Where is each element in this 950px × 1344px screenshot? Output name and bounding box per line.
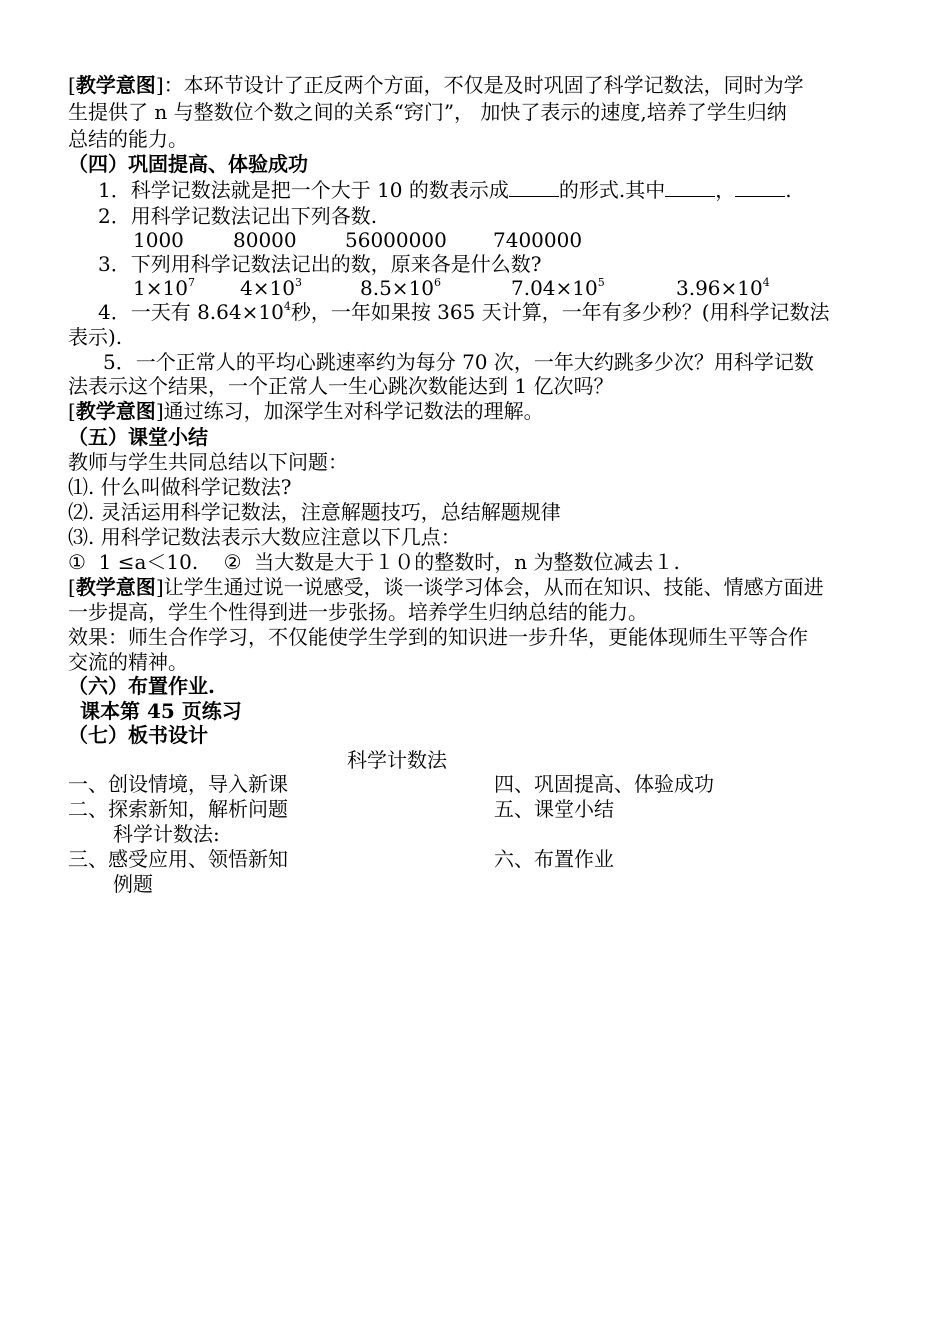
question-5-cont: 法表示这个结果，一个正常人一生心跳次数能达到 1 亿次吗？ <box>68 374 614 398</box>
intent-paragraph-line: 总结的能力。 <box>68 127 188 151</box>
bracket: ] <box>155 73 164 97</box>
intent-label: 教学意图 <box>75 575 156 599</box>
intent-paragraph-line <box>68 72 804 98</box>
number-item: 7400000 <box>493 228 583 252</box>
intent-label: 教学意图 <box>75 399 156 423</box>
intent-paragraph-line: 生提供了 n 与整数位个数之间的关系“窍门”， 加快了表示的速度,培养了学生归纳 <box>68 100 787 124</box>
sci-number: $8.5\times 10^6$ <box>360 276 442 300</box>
number-item: 80000 <box>233 228 297 252</box>
board-left-item: 三、感受应用、领悟新知 <box>68 847 288 871</box>
summary-item: ⑵. 灵活运用科学记数法，注意解题技巧，总结解题规律 <box>68 500 561 524</box>
section-heading: （五）课堂小结 <box>68 425 208 449</box>
question-text: 的形式.其中 <box>558 178 666 202</box>
board-left-subitem: 例题 <box>113 872 153 896</box>
board-title: 科学计数法 <box>347 748 447 772</box>
sci-number: $7.04\times 10^5$ <box>511 276 605 300</box>
board-left-item: 二、探索新知，解析问题 <box>68 797 288 821</box>
intent-line: [教学意图]通过练习，加深学生对科学记数法的理解。 <box>68 399 544 423</box>
summary-item: ⑴. 什么叫做科学记数法? <box>68 475 292 499</box>
summary-intro: 教师与学生共同总结以下问题： <box>68 450 348 474</box>
board-left-item: 一、创设情境，导入新课 <box>68 772 288 796</box>
section-heading: （六）布置作业. <box>68 674 215 698</box>
question-2: 2．用科学记数法记出下列各数. <box>98 204 378 228</box>
question-text: . <box>785 178 792 202</box>
question-text: ， <box>715 178 736 202</box>
question-3: 3．下列用科学记数法记出的数，原来各是什么数? <box>98 252 542 276</box>
intent-line: 一步提高，学生个性得到进一步张扬。培养学生归纳总结的能力。 <box>68 600 648 624</box>
answer-blank <box>509 178 559 197</box>
board-left-subitem: 科学计数法: <box>113 822 220 846</box>
intent-line: [教学意图]让学生通过说一说感受，谈一谈学习体会，从而在知识、技能、情感方面进 <box>68 575 824 599</box>
board-right-item: 五、课堂小结 <box>494 797 614 821</box>
question-4: 4．一天有 $8.64\times 10^4$秒，一年如果按 365 天计算，一年有多少秒？(用科学记数法 <box>98 300 830 324</box>
question-1 <box>98 177 792 203</box>
sci-number: $4\times 10^3$ <box>240 276 302 300</box>
sci-number: $3.96\times 10^4$ <box>676 276 770 300</box>
question-4-cont: 表示). <box>68 325 123 349</box>
number-item: 1000 <box>133 228 184 252</box>
effect-line: 效果：师生合作学习，不仅能使学生学到的知识进一步升华，更能体现师生平等合作 <box>68 625 808 649</box>
summary-points: ① 1 ≤a＜10. ② 当大数是大于１０的整数时，n 为整数位减去１. <box>68 550 680 574</box>
section-heading: （七）板书设计 <box>68 723 208 747</box>
effect-line: 交流的精神。 <box>68 650 188 674</box>
section-heading: （四）巩固提高、体验成功 <box>68 152 308 176</box>
board-right-item: 六、布置作业 <box>494 847 614 871</box>
bracket: [ <box>68 73 76 97</box>
number-item: 56000000 <box>345 228 447 252</box>
homework-text: 课本第 45 页练习 <box>80 699 242 723</box>
intent-text: ：本环节设计了正反两个方面，不仅是及时巩固了科学记数法，同时为学 <box>163 73 804 97</box>
summary-item: ⑶. 用科学记数法表示大数应注意以下几点： <box>68 525 461 549</box>
answer-blank <box>665 178 715 197</box>
sci-number: $1\times 10^7$ <box>133 276 195 300</box>
answer-blank <box>735 178 785 197</box>
board-right-item: 四、巩固提高、体验成功 <box>494 772 714 796</box>
intent-label: 教学意图 <box>75 73 156 97</box>
question-text: 1．科学记数法就是把一个大于 10 的数表示成 <box>98 178 509 202</box>
question-5: 5．一个正常人的平均心跳速率约为每分 70 次，一年大约跳多少次？用科学记数 <box>103 350 814 374</box>
